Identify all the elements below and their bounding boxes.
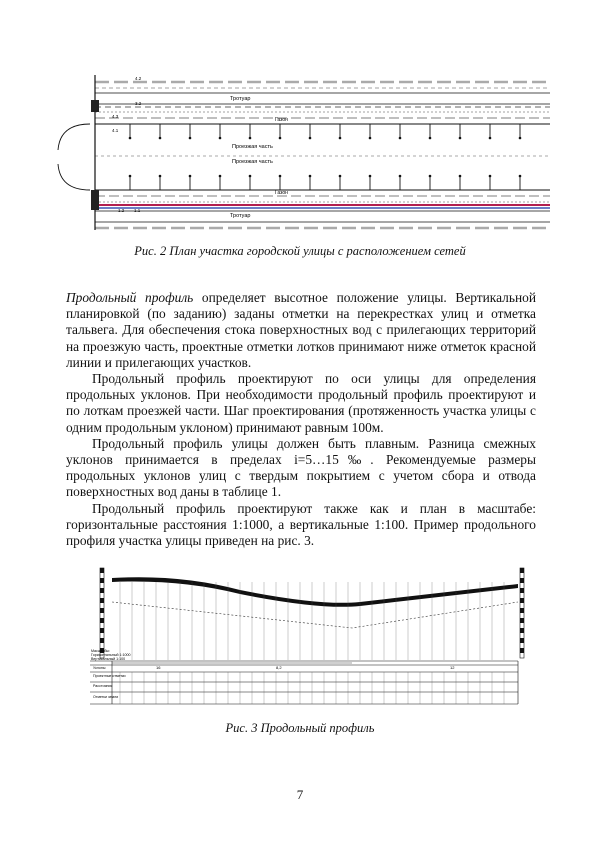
slope-value-3: 12 [450, 665, 455, 670]
dimension-e: 1.2 [118, 208, 125, 213]
plan-lamp-top-head [489, 137, 492, 140]
dimension-d: 4.3 [112, 114, 119, 119]
profile-scale-right-mark [520, 648, 524, 653]
dimension-b: 3.2 [135, 101, 142, 106]
figure-3-caption: Рис. 3 Продольный профиль [225, 721, 375, 735]
body-text [66, 290, 536, 549]
plan-lamp-top-head [339, 137, 342, 140]
row-label-distance: Расстояния [93, 684, 113, 688]
plan-lamp-top-head [279, 137, 282, 140]
label-carriageway-top: Проезжая часть [232, 144, 273, 150]
plan-lamp-top-head [429, 137, 432, 140]
label-carriageway-bottom: Проезжая часть [232, 159, 273, 165]
slope-value-2: 8,2 [276, 665, 282, 670]
paragraph-1-text: определяет высотное положение улицы. Вертикальной планировкой (по заданию) заданы отметки на перекрестках улиц и отметка тальвега. Для обеспечения стока поверхностных вод с прилегающих территорий на проезжую часть, проектные отметки лотков принимают ниже отметок красной линии и прилегающих участков. [66, 290, 536, 370]
plan-lamp-top-head [309, 137, 312, 140]
paragraph-1 [66, 290, 536, 371]
row-label-slope: Уклоны [93, 666, 106, 670]
profile-scale-left-mark [100, 638, 104, 643]
street-plan-figure [50, 60, 550, 235]
row-label-ground: Отметки земли [93, 695, 119, 699]
page-number: 7 [296, 787, 304, 802]
plan-lamp-bottom-head [249, 175, 252, 178]
plan-lamp-bottom-head [369, 175, 372, 178]
plan-lamp-bottom-head [279, 175, 282, 178]
dimension-a: 4.2 [135, 76, 142, 81]
plan-lamp-bottom-head [459, 175, 462, 178]
plan-lamp-bottom-head [489, 175, 492, 178]
plan-lamp-top-head [399, 137, 402, 140]
profile-scale-left-mark [100, 598, 104, 603]
plan-lamp-bottom-head [339, 175, 342, 178]
paragraph-1-lead: Продольный профиль [66, 290, 194, 305]
plan-lamp-bottom-head [429, 175, 432, 178]
label-sidewalk-top: Тротуар [230, 96, 251, 102]
profile-scale-left-mark [100, 588, 104, 593]
plan-lamp-top-head [459, 137, 462, 140]
label-sidewalk-bottom: Тротуар [230, 213, 251, 219]
figure-2-caption: Рис. 2 План участка городской улицы с расположением сетей [134, 244, 466, 258]
plan-block-bottom [91, 190, 99, 210]
paragraph-4: Продольный профиль проектируют также как и план в масштабе: горизонтальные расстояния 1:1000, а вертикальные 1:100. Пример продольного профиля участка улицы приведен на рис. 3. [66, 500, 536, 549]
plan-lamp-top-head [159, 137, 162, 140]
plan-lamp-top-head [129, 137, 132, 140]
profile-ground-band [112, 577, 518, 607]
profile-scale-left-mark [100, 618, 104, 623]
profile-scale-right-mark [520, 598, 524, 603]
plan-lamp-bottom-head [309, 175, 312, 178]
profile-scale-left-mark [100, 608, 104, 613]
label-lawn-bottom: Газон [275, 190, 288, 196]
scale-note-3: Вертикальный 1:100 [91, 657, 126, 661]
plan-lamp-top-head [249, 137, 252, 140]
plan-lamp-top-head [519, 137, 522, 140]
profile-drawing [90, 568, 524, 704]
profile-scale-left-mark [100, 578, 104, 583]
plan-lamp-top-head [369, 137, 372, 140]
profile-scale-left-mark [100, 568, 104, 573]
plan-lamp-top-head [189, 137, 192, 140]
profile-scale-right-mark [520, 608, 524, 613]
plan-block-top [91, 100, 99, 112]
profile-design-line [112, 602, 518, 628]
street-plan-drawing [58, 75, 550, 230]
row-label-design: Проектные отметки [93, 674, 126, 678]
plan-lamp-bottom-head [399, 175, 402, 178]
plan-lamp-bottom-head [129, 175, 132, 178]
plan-lamp-bottom-head [519, 175, 522, 178]
longitudinal-profile-figure [90, 566, 526, 706]
profile-scale-right-mark [520, 628, 524, 633]
plan-lamp-bottom-head [159, 175, 162, 178]
paragraph-3: Продольный профиль улицы должен быть плавным. Разница смежных уклонов принимается в пределах i=5…15‰. Рекомендуемые размеры продольных уклонов улиц с твердым покрытием с учетом сбора и отвода поверхностных вод даны в таблице 1. [66, 435, 536, 500]
scale-note-2: Горизонтальный 1:1000 [91, 653, 131, 657]
plan-curve-bottom [58, 164, 90, 190]
paragraph-2: Продольный профиль проектируют по оси улицы для определения продольных уклонов. При необходимости продольный профиль проектируют и по лоткам проезжей части. Шаг проектирования (протяженность участка улицы с одним продольным уклоном) принимают равным 100м. [66, 371, 536, 435]
profile-scale-right-mark [520, 578, 524, 583]
dimension-f: 1.1 [134, 208, 141, 213]
profile-scale-right-mark [520, 638, 524, 643]
profile-scale-right-mark [520, 588, 524, 593]
dimension-c: 4.1 [112, 128, 119, 133]
plan-lamp-bottom-head [219, 175, 222, 178]
profile-scale-left-mark [100, 628, 104, 633]
scale-note-1: Масштабы: [91, 649, 110, 653]
plan-curve-top [58, 124, 90, 150]
profile-scale-right-mark [520, 618, 524, 623]
profile-scale-right-mark [520, 568, 524, 573]
slope-value-1: 16 [156, 665, 161, 670]
label-lawn-top: Газон [275, 117, 288, 123]
plan-lamp-bottom-head [189, 175, 192, 178]
plan-lamp-top-head [219, 137, 222, 140]
